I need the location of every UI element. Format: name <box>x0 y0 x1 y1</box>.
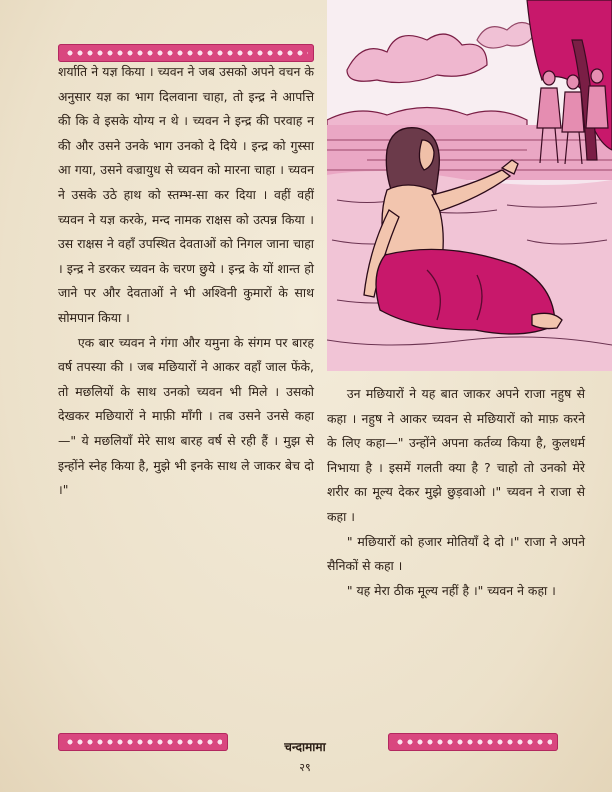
sage-seated-by-river-illustration <box>327 0 612 371</box>
bottom-left-decorative-border <box>58 733 228 751</box>
paragraph: " मछियारों को हजार मोतियाँ दे दो ।" राजा ने अपने सैनिकों से कहा । <box>327 533 585 574</box>
paragraph: एक बार च्यवन ने गंगा और यमुना के संगम पर बारह वर्ष तपस्या की । जब मछियारों ने आकर वहाँ जाल फेंके, तो मछलियों के साथ उनको च्यवन भी मिले । उसको देखकर मछियारों ने माफ़ी माँगी । तब उसने उनसे कहा—" ये मछलियाँ मेरे साथ बारह वर्ष से रही हैं । मुझ से इन्होंने स्नेह किया है, मुझे भी इनके साथ ले जाकर बेच दो ।" <box>58 334 314 498</box>
magazine-name: चन्दामामा <box>284 740 326 754</box>
paragraph: उन मछियारों ने यह बात जाकर अपने राजा नहुष से कहा । नहुष ने आकर च्यवन से मछियारों को माफ़ करने के लिए कहा—" उन्होंने अपना कर्तव्य किया है, कुलधर्म निभाया है । इसमें गलती क्या है ? चाहो तो उनको मेरे शरीर का मूल्य देकर मुझे छुड़वाओ ।" च्यवन ने राजा से कहा । <box>327 386 585 524</box>
story-illustration <box>327 0 612 371</box>
right-text-column <box>327 382 585 722</box>
page-number: २९ <box>299 761 311 774</box>
paragraph: शर्याति ने यज्ञ किया । च्यवन ने जब उसको अपने वचन के अनुसार यज्ञ का भाग दिलवाना चाहा, तो इन्द्र ने आपत्ति की कि वे इसके योग्य न थे । च्यवन ने इन्द्र की परवाह न की और उसने उनके भाग उनको दे दिये । इन्द्र को गुस्सा आ गया, उसने वज्रायुध से च्यवन को मारना चाहा । च्यवन ने उसके उठे हाथ को स्तम्भ-सा कर दिया । वहीं वहीं च्यवन ने यज्ञ करके, मन्द नामक राक्षस को उत्पन्न किया । उस राक्षस ने वहाँ उपस्थित देवताओं को निगल जाना चाहा । इन्द्र ने डरकर च्यवन के चरण छुये । इन्द्र के यों शान्त हो जाने पर और देवताओं ने भी अश्विनी कुमारों के साथ सोमपान किया । <box>58 64 314 325</box>
paragraph: " यह मेरा ठीक मूल्य नहीं है ।" च्यवन ने कहा । <box>346 582 556 598</box>
bottom-right-decorative-border <box>388 733 558 751</box>
left-text-column <box>58 60 314 720</box>
